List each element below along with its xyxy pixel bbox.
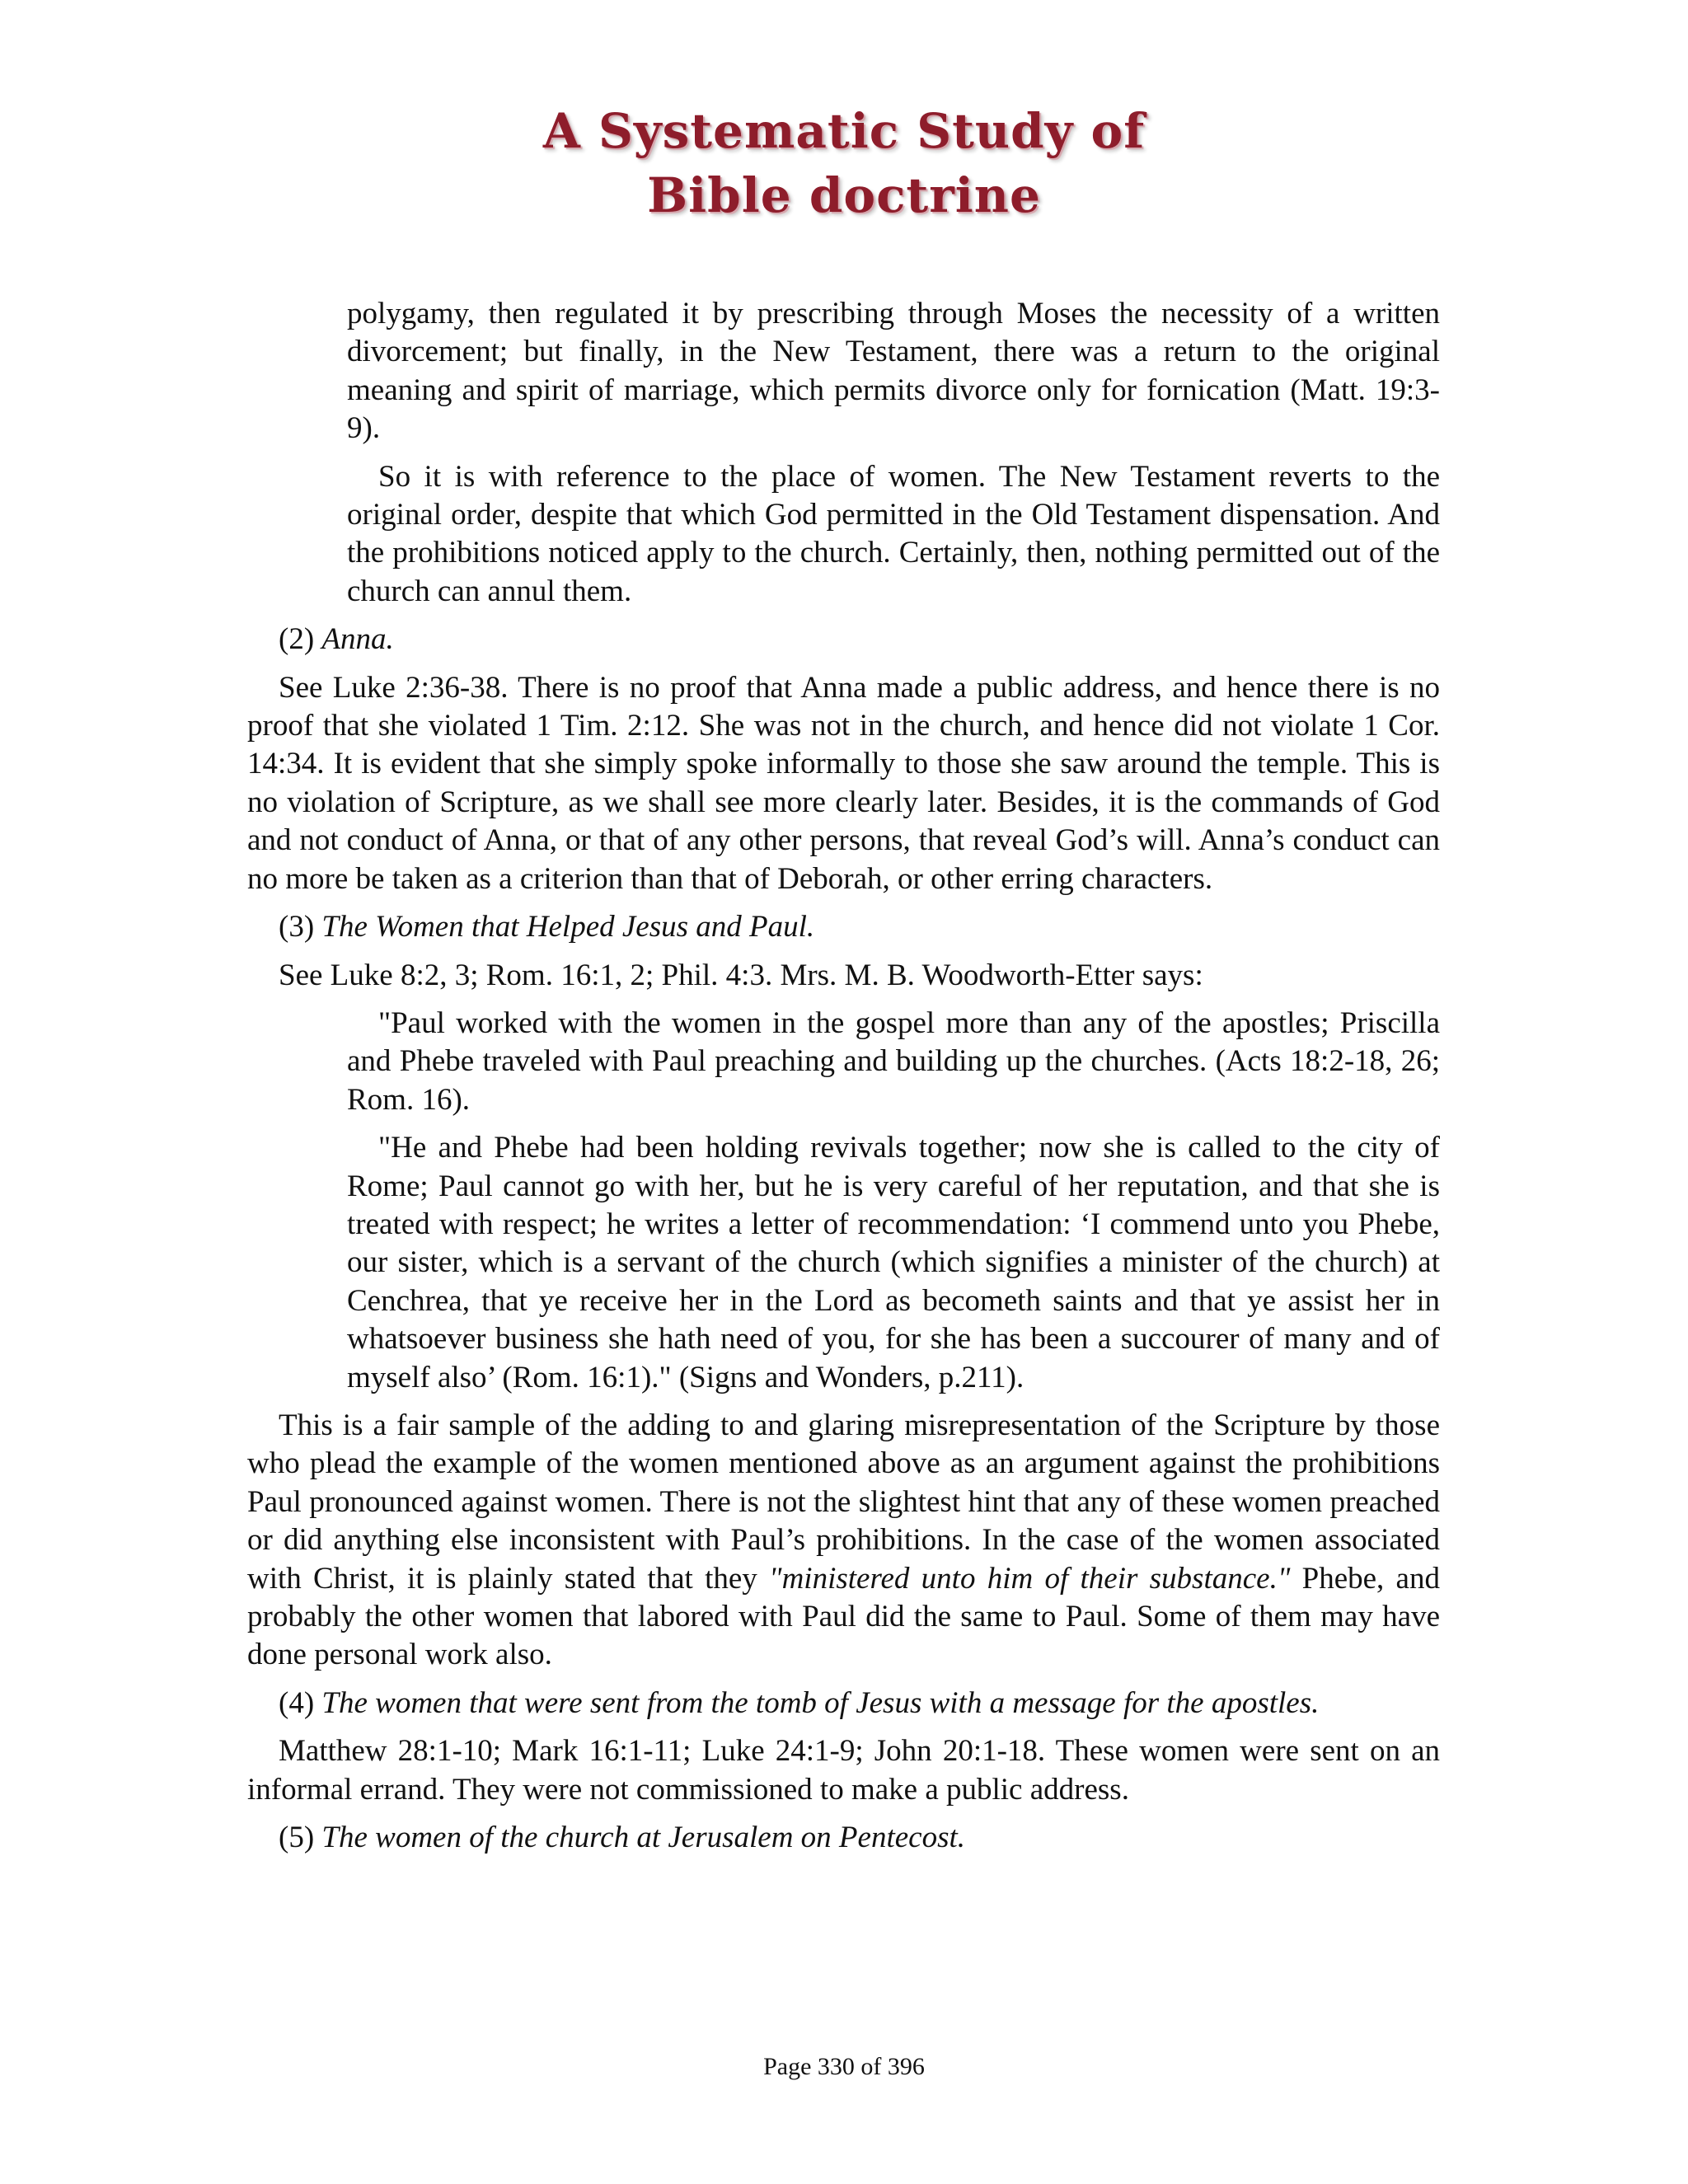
subheading-anna xyxy=(247,621,1440,658)
paragraph-italic-quote: "ministered unto him of their substance." xyxy=(769,1561,1291,1596)
quote-paul-worked xyxy=(347,1005,1440,1119)
paragraph-fair-sample xyxy=(247,1407,1440,1675)
paragraph-anna xyxy=(247,669,1440,898)
subheading-number: (5) xyxy=(279,1821,322,1855)
paragraph-see-luke xyxy=(247,957,1440,995)
header-title-line-2: Bible doctrine xyxy=(647,167,1041,223)
subheading-title: Anna. xyxy=(321,622,394,657)
header-title-line-1: A Systematic Study of xyxy=(542,103,1146,159)
document-body xyxy=(247,295,1440,1867)
subheading-women-helped xyxy=(247,908,1440,946)
page-number: Page 330 of 396 xyxy=(763,2053,925,2080)
quote-phebe xyxy=(347,1129,1440,1397)
quote-text: "He and Phebe had been holding revivals together; now she is called to the city of Rome; Paul cannot go with her, but he is very careful of her reputation, and that she is treated with respect; he writes a letter of recommendation: ‘I commend unto you Phebe, our sister, which is a servant of the church (which signifies a minister of the church) at Cenchrea, that ye receive her in the Lord as becometh saints and that ye assist her in whatsoever business she hath need of you, for she has been a succourer of many and of myself also’ (Rom. 16:1)." (Signs and Wonders, p.211). xyxy=(347,1131,1440,1394)
paragraph-text-after: Phebe, and probably the other women that labored with Paul did the same to Paul. Some of them may have done personal work also. xyxy=(247,1561,1440,1672)
paragraph-place-of-women xyxy=(347,458,1440,612)
subheading-women-pentecost xyxy=(247,1819,1440,1857)
paragraph-text: So it is with reference to the place of women. The New Testament reverts to the original order, despite that which God permitted in the Old Testament dispensation. And the prohibitions noticed apply to the church. Certainly, then, nothing permitted out of the church can annul them. xyxy=(347,459,1440,608)
paragraph-text: See Luke 8:2, 3; Rom. 16:1, 2; Phil. 4:3. Mrs. M. B. Woodworth-Etter says: xyxy=(279,958,1203,992)
paragraph-text: See Luke 2:36-38. There is no proof that Anna made a public address, and hence there is no proof that she violated 1 Tim. 2:12. She was not in the church, and hence did not violate 1 Cor. 14:34. It is evident that she simply spoke informally to those she saw around the temple. This is no violation of Scripture, as we shall see more clearly later. Besides, it is the commands of God and not conduct of Anna, or that of any other persons, that reveal God’s will. Anna’s conduct can no more be taken as a criterion than that of Deborah, or other erring characters. xyxy=(247,670,1440,896)
subheading-title: The women that were sent from the tomb of Jesus with a message for the apostles. xyxy=(321,1685,1320,1720)
paragraph-text: polygamy, then regulated it by prescribing through Moses the necessity of a written divorcement; but finally, in the New Testament, there was a return to the original meaning and spirit of marriage, which permits divorce only for fornication (Matt. 19:3-9). xyxy=(347,297,1440,446)
page-header xyxy=(0,99,1688,227)
subheading-number: (3) xyxy=(279,910,322,944)
quote-text: "Paul worked with the women in the gospel more than any of the apostles; Priscilla and Phebe traveled with Paul preaching and building up the churches. (Acts 18:2-18, 26; Rom. 16). xyxy=(347,1005,1440,1117)
paragraph-text-before: This is a fair sample of the adding to and glaring misrepresentation of the Scripture by those who plead the example of the women mentioned above as an argument against the prohibitions Paul pronounced against women. There is not the slightest hint that any of these women preached or did anything else inconsistent with Paul’s prohibitions. In the case of the women associated with Christ, it is plainly stated that they xyxy=(247,1408,1440,1596)
subheading-title: The Women that Helped Jesus and Paul. xyxy=(321,910,815,944)
subheading-women-tomb xyxy=(247,1685,1440,1722)
subheading-number: (4) xyxy=(279,1685,322,1720)
subheading-number: (2) xyxy=(279,622,322,657)
subheading-title: The women of the church at Jerusalem on Pentecost. xyxy=(321,1821,966,1855)
paragraph-text: Matthew 28:1-10; Mark 16:1-11; Luke 24:1-9; John 20:1-18. These women were sent on an informal errand. They were not commissioned to make a public address. xyxy=(247,1734,1440,1807)
paragraph-polygamy xyxy=(347,295,1440,448)
paragraph-matthew xyxy=(247,1732,1440,1809)
